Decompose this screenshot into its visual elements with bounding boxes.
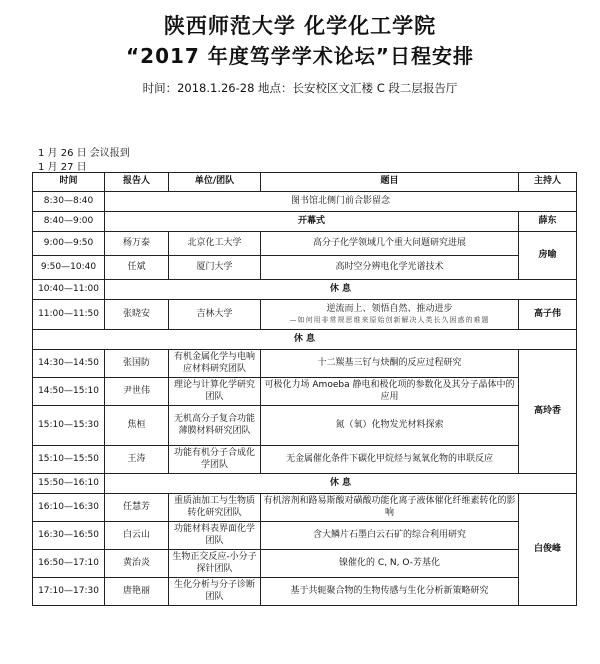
time-cell: 8:40—9:00 <box>33 212 105 232</box>
speaker-cell: 任斌 <box>105 256 169 280</box>
topic-cell: 可极化力场 Amoeba 静电和极化项的参数化及其分子晶体中的应用 <box>261 378 519 406</box>
topic-cell: 高分子化学领域几个重大问题研究进展 <box>261 232 519 256</box>
topic-cell: 基于共轭聚合物的生物传感与生化分析新策略研究 <box>261 578 519 606</box>
unit-cell: 生物正交反应-小分子探针团队 <box>169 550 261 578</box>
speaker-cell: 唐艳丽 <box>105 578 169 606</box>
time-cell: 14:50—15:10 <box>33 378 105 406</box>
time-cell: 16:50—17:10 <box>33 550 105 578</box>
table-row <box>33 550 577 578</box>
break-cell: 休 息 <box>105 280 577 300</box>
unit-cell: 重质油加工与生物质转化研究团队 <box>169 494 261 522</box>
time-cell: 8:30—8:40 <box>33 192 105 212</box>
topic-cell: 镍催化的 C, N, O-芳基化 <box>261 550 519 578</box>
day1-label: 1 月 26 日 会议报到 <box>38 148 130 159</box>
event-cell: 开幕式 <box>105 212 519 232</box>
speaker-cell: 任慧芳 <box>105 494 169 522</box>
title-line1: 陕西师范大学 化学化工学院 <box>163 14 437 38</box>
table-row <box>33 300 577 330</box>
unit-cell: 北京化工大学 <box>169 232 261 256</box>
time-cell: 16:10—16:30 <box>33 494 105 522</box>
table-row <box>33 232 577 256</box>
speaker-cell: 焦桓 <box>105 406 169 446</box>
host-cell: 薛东 <box>519 212 577 232</box>
unit-cell: 理论与计算化学研究团队 <box>169 378 261 406</box>
table-row <box>33 256 577 280</box>
header-host: 主持人 <box>519 173 577 192</box>
speaker-cell: 杨万泰 <box>105 232 169 256</box>
header-unit: 单位/团队 <box>169 173 261 192</box>
unit-cell: 厦门大学 <box>169 256 261 280</box>
speaker-cell: 张国防 <box>105 350 169 378</box>
table-row <box>33 280 577 300</box>
unit-cell: 无机高分子复合功能薄膜材料研究团队 <box>169 406 261 446</box>
unit-cell: 生化分析与分子诊断团队 <box>169 578 261 606</box>
time-cell: 14:30—14:50 <box>33 350 105 378</box>
break-cell: 休 息 <box>105 474 577 494</box>
time-cell: 15:10—15:50 <box>33 446 105 474</box>
unit-cell: 功能材料表界面化学团队 <box>169 522 261 550</box>
speaker-cell: 白云山 <box>105 522 169 550</box>
topic-title: 逆流而上、领悟自然、推动进步 <box>326 304 453 314</box>
table-row <box>33 446 577 474</box>
time-location-info: 时间：2018.1.26-28 地点：长安校区文汇楼 C 段二层报告厅 <box>142 81 458 95</box>
host-cell: 高玲香 <box>519 350 577 474</box>
table-row <box>33 578 577 606</box>
time-cell: 9:00—9:50 <box>33 232 105 256</box>
time-cell: 11:00—11:50 <box>33 300 105 330</box>
time-cell: 16:30—16:50 <box>33 522 105 550</box>
speaker-cell: 王涛 <box>105 446 169 474</box>
schedule-table <box>32 172 577 606</box>
topic-cell: 无金属催化条件下碳化甲烷烃与氮氧化物的串联反应 <box>261 446 519 474</box>
speaker-cell: 黄治炎 <box>105 550 169 578</box>
table-row <box>33 522 577 550</box>
time-cell: 15:50—16:10 <box>33 474 105 494</box>
event-cell: 图书馆北侧门前合影留念 <box>105 192 577 212</box>
header-speaker: 报告人 <box>105 173 169 192</box>
header-row <box>33 173 577 192</box>
speaker-cell: 尹世伟 <box>105 378 169 406</box>
time-cell: 9:50—10:40 <box>33 256 105 280</box>
unit-cell: 功能有机分子合成化学团队 <box>169 446 261 474</box>
topic-cell <box>261 300 519 330</box>
table-row <box>33 494 577 522</box>
topic-cell: 十二羰基三钌与炔酮的反应过程研究 <box>261 350 519 378</box>
table-row <box>33 350 577 378</box>
unit-cell: 吉林大学 <box>169 300 261 330</box>
table-row <box>33 406 577 446</box>
table-row <box>33 378 577 406</box>
topic-cell: 有机溶剂和路易斯酸对磺酸功能化离子液体催化纤维素转化的影响 <box>261 494 519 522</box>
table-row <box>33 212 577 232</box>
table-row <box>33 192 577 212</box>
day2-label: 1 月 27 日 <box>38 162 87 173</box>
header-topic: 题目 <box>261 173 519 192</box>
unit-cell: 有机金属化学与电响应材料研究团队 <box>169 350 261 378</box>
host-cell: 白俊峰 <box>519 494 577 606</box>
topic-subtitle: —如何用非常规思维来原始创新解决人类长久困惑的难题 <box>289 316 490 325</box>
time-cell: 17:10—17:30 <box>33 578 105 606</box>
topic-cell: 含大鳞片石墨白云石矿的综合利用研究 <box>261 522 519 550</box>
host-cell: 房喻 <box>519 232 577 280</box>
topic-cell: 高时空分辨电化学光谱技术 <box>261 256 519 280</box>
header-time: 时间 <box>33 173 105 192</box>
table-row <box>33 474 577 494</box>
speaker-cell: 张晓安 <box>105 300 169 330</box>
title-line2: “2017 年度笃学学术论坛”日程安排 <box>126 44 474 68</box>
time-cell: 15:10—15:30 <box>33 406 105 446</box>
topic-cell: 氮（氧）化物发光材料探索 <box>261 406 519 446</box>
table-row <box>33 330 577 350</box>
host-cell: 高子伟 <box>519 300 577 330</box>
break-cell: 休 息 <box>33 330 577 350</box>
time-cell: 10:40—11:00 <box>33 280 105 300</box>
